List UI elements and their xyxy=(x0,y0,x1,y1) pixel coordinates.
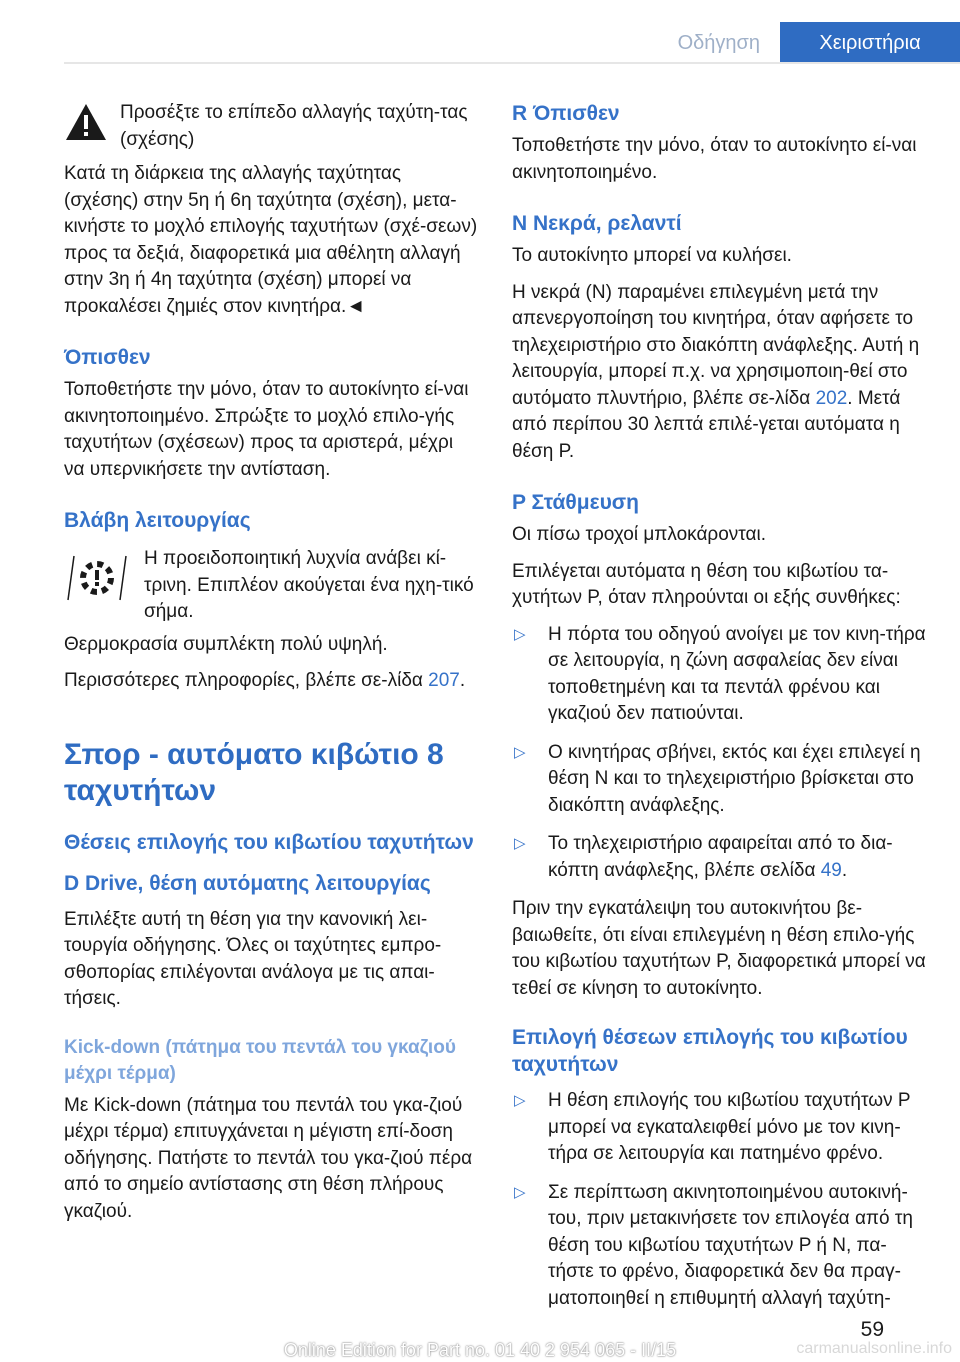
selection-list xyxy=(512,1088,926,1312)
list-item xyxy=(512,740,926,820)
n-body1: Το αυτοκίνητο μπορεί να κυλήσει. xyxy=(512,245,792,266)
tab-driving[interactable]: Οδήγηση xyxy=(658,22,780,62)
triangle-bullet-icon: ▷ xyxy=(514,1183,526,1201)
fault-more xyxy=(64,668,478,695)
n-body3-text: . Μετά από περίπου 30 λεπτά επιλέ-γεται αυτόματα η θέση P. xyxy=(512,387,901,462)
triangle-bullet-icon: ▷ xyxy=(514,1092,526,1109)
fault-more-text: Περισσότερες πληροφορίες, βλέπε σε-λίδα xyxy=(64,670,423,691)
right-column xyxy=(512,100,926,1324)
drive-heading: D Drive, θέση αυτόματης λειτουργίας xyxy=(64,871,431,895)
fault-lamp-text: Η προειδοποιητική λυχνία ανάβει κί-τρινη. Επιπλέον ακούγεται ένα ηχη-τικό σήμα. xyxy=(144,548,474,622)
tab-controls[interactable]: Χειριστήρια xyxy=(780,22,960,62)
warning-triangle-icon xyxy=(64,102,108,142)
header-divider xyxy=(64,62,960,64)
list-item-text: Σε περίπτωση ακινητοποιημένου αυτοκινή-του, πριν μετακινήσετε τον επιλογέα από τη θέση του κιβωτίου ταχυτήτων P ή N, πα-τήστε το φρένο, διαφορετικά δεν θα πραγ-ματοποιηθεί η επιθυμητή αλλαγή ταχύτη- xyxy=(548,1181,913,1309)
triangle-bullet-icon: ▷ xyxy=(514,743,526,761)
positions-heading: Θέσεις επιλογής του κιβωτίου ταχυτήτων xyxy=(64,830,474,854)
r-body: Τοποθετήστε την μόνο, όταν το αυτοκίνητο εί-ναι ακινητοποιημένο. xyxy=(512,135,917,183)
left-column xyxy=(64,100,478,1235)
p-heading: P Στάθμευση xyxy=(512,491,639,514)
fault-heading: Βλάβη λειτουργίας xyxy=(64,509,251,532)
sport-heading: Σπορ - αυτόματο κιβώτιο 8 ταχυτήτων xyxy=(64,737,444,807)
list-item-text: Ο κινητήρας σβήνει, εκτός και έχει επιλεγεί η θέση N και το τηλεχειριστήριο βρίσκεται στο διακόπτη ανάφλεξης. xyxy=(548,741,921,816)
list-item xyxy=(512,1180,926,1313)
p-conditions-list xyxy=(512,622,926,885)
reverse-heading: Όπισθεν xyxy=(64,346,151,369)
fault-more-dot: . xyxy=(459,670,466,691)
page-link-202[interactable]: 202 xyxy=(815,387,848,409)
watermark: carmanualsonline.info xyxy=(796,1340,952,1357)
page-link-49[interactable]: 49 xyxy=(820,859,842,881)
triangle-bullet-icon: ▷ xyxy=(514,625,526,643)
list-item-text xyxy=(548,831,926,884)
header-tabs xyxy=(658,22,960,62)
list-item-text: Η πόρτα του οδηγού ανοίγει με τον κινη-τήρα σε λειτουργία, η ζώνη ασφαλείας δεν είναι τοποθετημένη και τα πεντάλ φρένου και γκαζιού δεν πατιούνται. xyxy=(548,623,926,724)
p-body1: Οι πίσω τροχοί μπλοκάρονται. xyxy=(512,524,767,545)
warning-block xyxy=(64,100,478,153)
r-heading: R Όπισθεν xyxy=(512,102,620,125)
list-item-tail: . xyxy=(841,859,848,881)
kickdown-heading: Kick-down (πάτημα του πεντάλ του γκαζιού μέχρι τέρμα) xyxy=(64,1036,456,1084)
list-item xyxy=(512,831,926,884)
list-item xyxy=(512,1088,926,1168)
reverse-body: Τοποθετήστε την μόνο, όταν το αυτοκίνητο εί-ναι ακινητοποιημένο. Σπρώξτε το μοχλό επιλο-γής ταχυτήτων (σχέσεων) προς τα αριστερά, μέχρι να υπερνικήσετε την αντίσταση. xyxy=(64,379,469,480)
p-body2: Επιλέγεται αυτόματα η θέση του κιβωτίου τα-χυτήτων P, όταν πληρούνται οι εξής συνθήκες: xyxy=(512,560,901,608)
n-heading: N Νεκρά, ρελαντί xyxy=(512,212,682,235)
selection-heading: Επιλογή θέσεων επιλογής του κιβωτίου ταχυτήτων xyxy=(512,1026,908,1076)
n-body2 xyxy=(512,280,926,466)
fault-block xyxy=(64,546,478,626)
p-body3: Πριν την εγκατάλειψη του αυτοκινήτου βε-βαιωθείτε, ότι είναι επιλεγμένη η θέση επιλο-γής του κιβωτίου ταχυτήτων P, διαφορετικά μπορεί να τεθεί σε κίνηση το αυτοκίνητο. xyxy=(512,898,926,999)
drive-body: Επιλέξτε αυτή τη θέση για την κανονική λει-τουργία οδήγησης. Όλες οι ταχύτητες εμπρο-σθοπορίας επιλέγονται ανάλογα με τις απαι-τήσεις. xyxy=(64,908,442,1009)
list-item xyxy=(512,622,926,728)
warning-title: Προσέξτε το επίπεδο αλλαγής ταχύτη-τας (σχέσης) xyxy=(120,102,468,150)
list-item-text-main: Το τηλεχειριστήριο αφαιρείται από το δια-κόπτη ανάφλεξης, βλέπε σελίδα xyxy=(548,833,893,881)
warning-body: Κατά τη διάρκεια της αλλαγής ταχύτητας (σχέσης) στην 5η ή 6η ταχύτητα (σχέση), μετα-κινήστε το μοχλό επιλογής ταχυτήτων (σχέ-σεων) προς τα δεξιά, διαφορετικά μια αθέλητη αλλαγή στην 3η ή 4η ταχύτητα (σχέση) μπορεί να προκαλέσει ζημιές στον κινητήρα.◄ xyxy=(64,163,478,317)
fault-temp: Θερμοκρασία συμπλέκτη πολύ υψηλή. xyxy=(64,633,388,655)
page-number: 59 xyxy=(860,1318,884,1341)
page-link-207[interactable]: 207 xyxy=(428,670,460,691)
kickdown-body: Με Kick-down (πάτημα του πεντάλ του γκα-ζιού μέχρι τέρμα) επιτυγχάνεται η μέγιστη επί-δοση οδήγησης. Πατήστε το πεντάλ του γκα-ζιού πέρα από το σημείο αντίστασης στη θέση πλήρους γκαζιού. xyxy=(64,1094,473,1222)
triangle-bullet-icon: ▷ xyxy=(514,835,526,852)
edition-footer: Online Edition for Part no. 01 40 2 954 065 - II/15 xyxy=(283,1340,677,1360)
transmission-fault-icon xyxy=(64,550,130,606)
list-item-text: Η θέση επιλογής του κιβωτίου ταχυτήτων P μπορεί να εγκαταλειφθεί μόνο με τον κινη-τήρα σε λειτουργία και πατημένο φρένο. xyxy=(548,1090,911,1164)
n-body2-text: Η νεκρά (N) παραμένει επιλεγμένη μετά την απενεργοποίηση του κινητήρα, όταν αφήσετε το τηλεχειριστήριο στο διακόπτη ανάφλεξης. Αυτή η λειτουργία, μπορεί π.χ. να χρησιμοποιη-θεί στο αυτόματο πλυντήριο, βλέπε σε-λίδα xyxy=(512,281,920,409)
